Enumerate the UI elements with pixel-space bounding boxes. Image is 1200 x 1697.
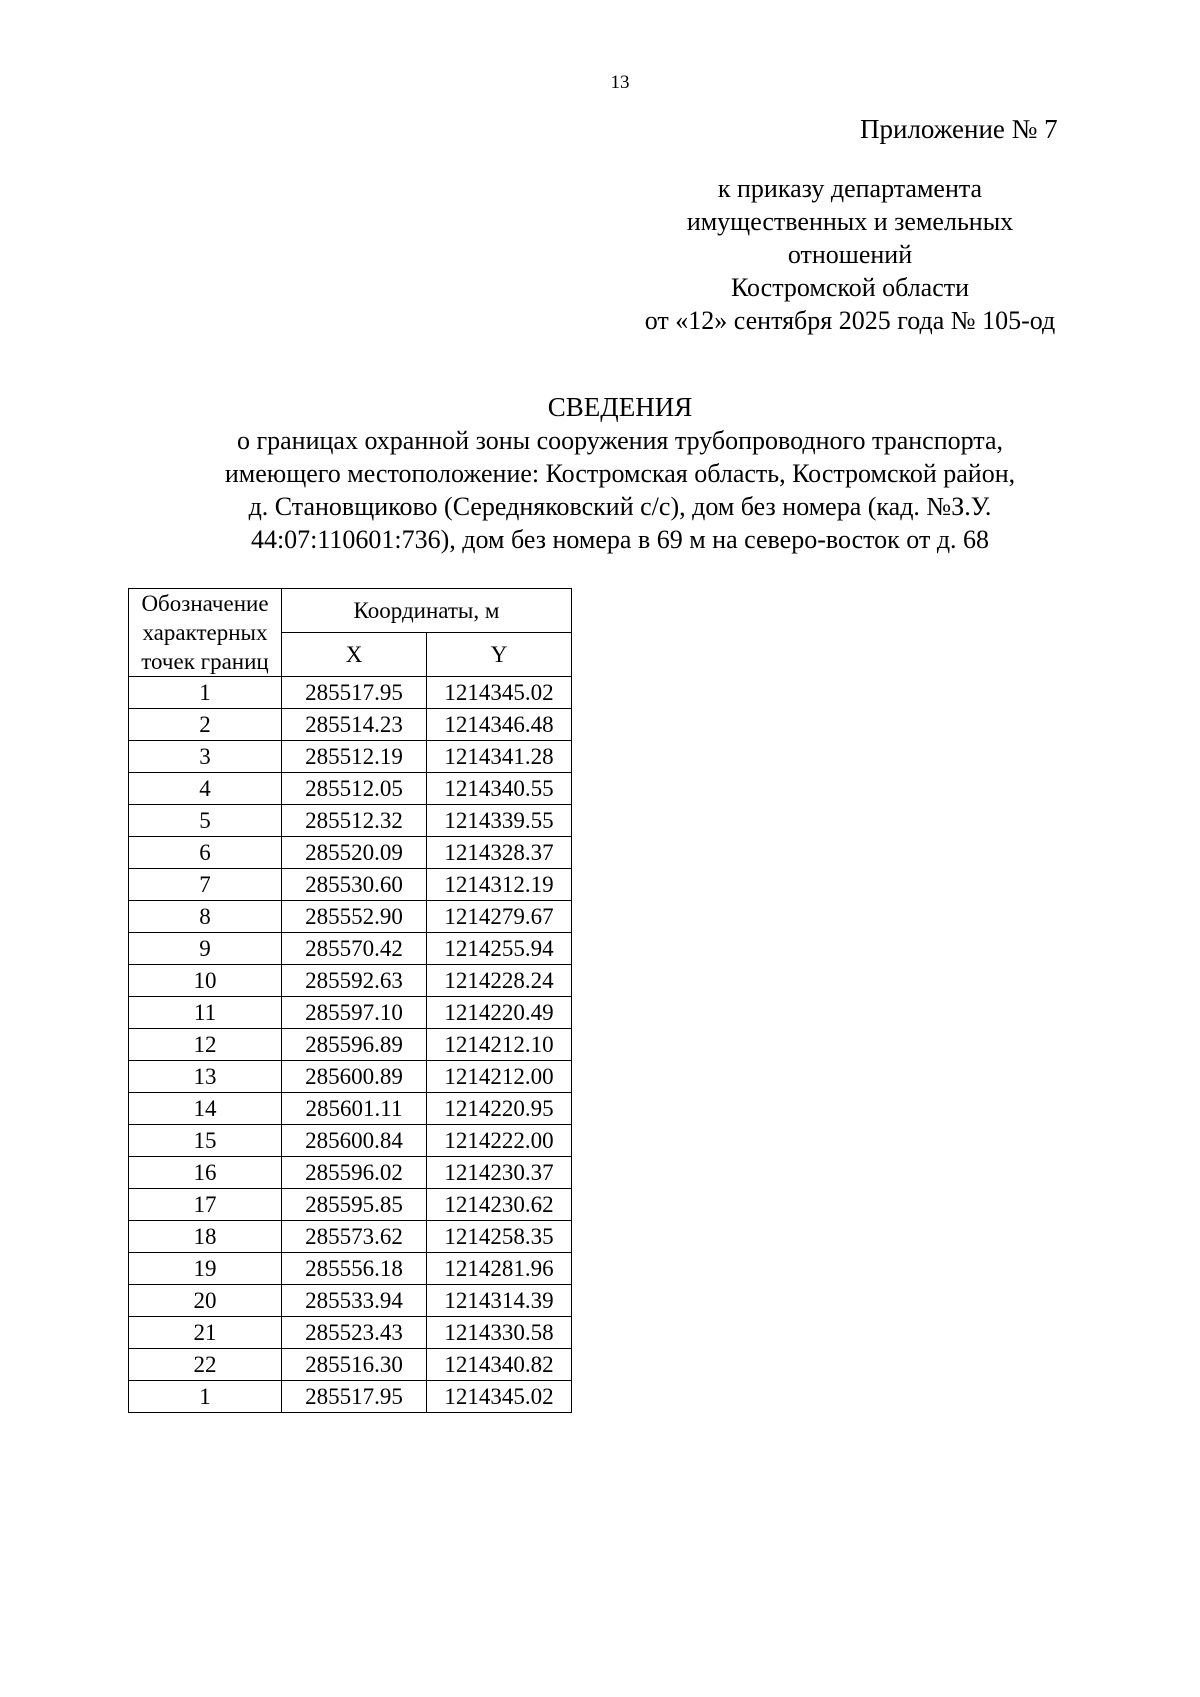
y-cell: 1214345.02 bbox=[427, 677, 572, 709]
table-row bbox=[129, 901, 572, 933]
x-cell: 285517.95 bbox=[282, 1381, 427, 1413]
y-cell: 1214339.55 bbox=[427, 805, 572, 837]
y-cell: 1214328.37 bbox=[427, 837, 572, 869]
y-cell: 1214340.82 bbox=[427, 1349, 572, 1381]
y-cell: 1214340.55 bbox=[427, 773, 572, 805]
y-cell: 1214330.58 bbox=[427, 1317, 572, 1349]
x-cell: 285570.42 bbox=[282, 933, 427, 965]
table-row bbox=[129, 837, 572, 869]
x-cell: 285592.63 bbox=[282, 965, 427, 997]
x-cell: 285595.85 bbox=[282, 1189, 427, 1221]
point-cell: 19 bbox=[129, 1253, 282, 1285]
table-row bbox=[129, 1221, 572, 1253]
y-cell: 1214220.95 bbox=[427, 1093, 572, 1125]
x-cell: 285601.11 bbox=[282, 1093, 427, 1125]
table-row bbox=[129, 1093, 572, 1125]
y-cell: 1214281.96 bbox=[427, 1253, 572, 1285]
y-cell: 1214230.37 bbox=[427, 1157, 572, 1189]
table-row bbox=[129, 709, 572, 741]
x-cell: 285517.95 bbox=[282, 677, 427, 709]
coordinates-table-body bbox=[129, 677, 572, 1413]
table-row bbox=[129, 1381, 572, 1413]
table-row bbox=[129, 1349, 572, 1381]
page-number: 13 bbox=[610, 72, 630, 93]
point-cell: 7 bbox=[129, 869, 282, 901]
table-row bbox=[129, 933, 572, 965]
point-cell: 6 bbox=[129, 837, 282, 869]
order-line: Костромской области bbox=[730, 273, 970, 302]
table-row bbox=[129, 1029, 572, 1061]
table-row bbox=[129, 1253, 572, 1285]
x-cell: 285552.90 bbox=[282, 901, 427, 933]
table-row bbox=[129, 1285, 572, 1317]
x-cell: 285596.02 bbox=[282, 1157, 427, 1189]
table-row bbox=[129, 1061, 572, 1093]
point-cell: 5 bbox=[129, 805, 282, 837]
y-cell: 1214345.02 bbox=[427, 1381, 572, 1413]
subtitle-line: д. Становщиково (Середняковский с/с), дом без номера (кад. №З.У. bbox=[248, 492, 992, 521]
point-cell: 1 bbox=[129, 1381, 282, 1413]
x-cell: 285600.84 bbox=[282, 1125, 427, 1157]
x-cell: 285533.94 bbox=[282, 1285, 427, 1317]
header-coordinates: Координаты, м bbox=[282, 589, 572, 633]
table-row bbox=[129, 773, 572, 805]
point-cell: 18 bbox=[129, 1221, 282, 1253]
point-cell: 13 bbox=[129, 1061, 282, 1093]
x-cell: 285523.43 bbox=[282, 1317, 427, 1349]
point-cell: 3 bbox=[129, 741, 282, 773]
x-cell: 285597.10 bbox=[282, 997, 427, 1029]
point-cell: 1 bbox=[129, 677, 282, 709]
x-cell: 285573.62 bbox=[282, 1221, 427, 1253]
order-line: от «12» сентября 2025 года № 105-од bbox=[644, 306, 1056, 335]
y-cell: 1214314.39 bbox=[427, 1285, 572, 1317]
point-cell: 2 bbox=[129, 709, 282, 741]
x-cell: 285514.23 bbox=[282, 709, 427, 741]
y-cell: 1214228.24 bbox=[427, 965, 572, 997]
order-line: отношений bbox=[787, 240, 913, 269]
y-cell: 1214212.10 bbox=[427, 1029, 572, 1061]
y-cell: 1214341.28 bbox=[427, 741, 572, 773]
y-cell: 1214222.00 bbox=[427, 1125, 572, 1157]
point-cell: 17 bbox=[129, 1189, 282, 1221]
header-x: X bbox=[282, 633, 427, 677]
header-point-line: точек границ bbox=[141, 649, 269, 674]
x-cell: 285512.19 bbox=[282, 741, 427, 773]
y-cell: 1214346.48 bbox=[427, 709, 572, 741]
coordinates-table bbox=[128, 588, 572, 1413]
y-cell: 1214255.94 bbox=[427, 933, 572, 965]
point-cell: 10 bbox=[129, 965, 282, 997]
y-cell: 1214220.49 bbox=[427, 997, 572, 1029]
order-line: имущественных и земельных bbox=[686, 207, 1014, 236]
table-row bbox=[129, 965, 572, 997]
y-cell: 1214279.67 bbox=[427, 901, 572, 933]
order-line: к приказу департамента bbox=[717, 174, 983, 203]
x-cell: 285520.09 bbox=[282, 837, 427, 869]
y-cell: 1214258.35 bbox=[427, 1221, 572, 1253]
order-reference bbox=[600, 172, 1100, 337]
header-point-designation bbox=[129, 589, 282, 677]
point-cell: 20 bbox=[129, 1285, 282, 1317]
table-row bbox=[129, 1317, 572, 1349]
y-cell: 1214312.19 bbox=[427, 869, 572, 901]
point-cell: 16 bbox=[129, 1157, 282, 1189]
appendix-title: Приложение № 7 bbox=[860, 114, 1058, 144]
table-row bbox=[129, 1189, 572, 1221]
header-point-line: Обозначение bbox=[141, 591, 269, 616]
x-cell: 285556.18 bbox=[282, 1253, 427, 1285]
table-row bbox=[129, 677, 572, 709]
x-cell: 285530.60 bbox=[282, 869, 427, 901]
point-cell: 8 bbox=[129, 901, 282, 933]
point-cell: 11 bbox=[129, 997, 282, 1029]
subtitle-line: имеющего местоположение: Костромская область, Костромской район, bbox=[224, 459, 1016, 488]
table-row bbox=[129, 997, 572, 1029]
y-cell: 1214212.00 bbox=[427, 1061, 572, 1093]
point-cell: 9 bbox=[129, 933, 282, 965]
point-cell: 22 bbox=[129, 1349, 282, 1381]
point-cell: 21 bbox=[129, 1317, 282, 1349]
x-cell: 285600.89 bbox=[282, 1061, 427, 1093]
point-cell: 15 bbox=[129, 1125, 282, 1157]
table-row bbox=[129, 1125, 572, 1157]
table-row bbox=[129, 805, 572, 837]
y-cell: 1214230.62 bbox=[427, 1189, 572, 1221]
table-row bbox=[129, 869, 572, 901]
table-row bbox=[129, 741, 572, 773]
header-y: Y bbox=[427, 633, 572, 677]
x-cell: 285512.05 bbox=[282, 773, 427, 805]
x-cell: 285516.30 bbox=[282, 1349, 427, 1381]
table-row bbox=[129, 1157, 572, 1189]
document-subtitle bbox=[0, 424, 1200, 556]
point-cell: 14 bbox=[129, 1093, 282, 1125]
subtitle-line: 44:07:110601:736), дом без номера в 69 м на северо-восток от д. 68 bbox=[250, 525, 990, 554]
x-cell: 285596.89 bbox=[282, 1029, 427, 1061]
x-cell: 285512.32 bbox=[282, 805, 427, 837]
point-cell: 12 bbox=[129, 1029, 282, 1061]
document-heading: СВЕДЕНИЯ bbox=[547, 392, 693, 422]
header-point-line: характерных bbox=[142, 620, 268, 645]
subtitle-line: о границах охранной зоны сооружения трубопроводного транспорта, bbox=[236, 426, 1004, 455]
point-cell: 4 bbox=[129, 773, 282, 805]
